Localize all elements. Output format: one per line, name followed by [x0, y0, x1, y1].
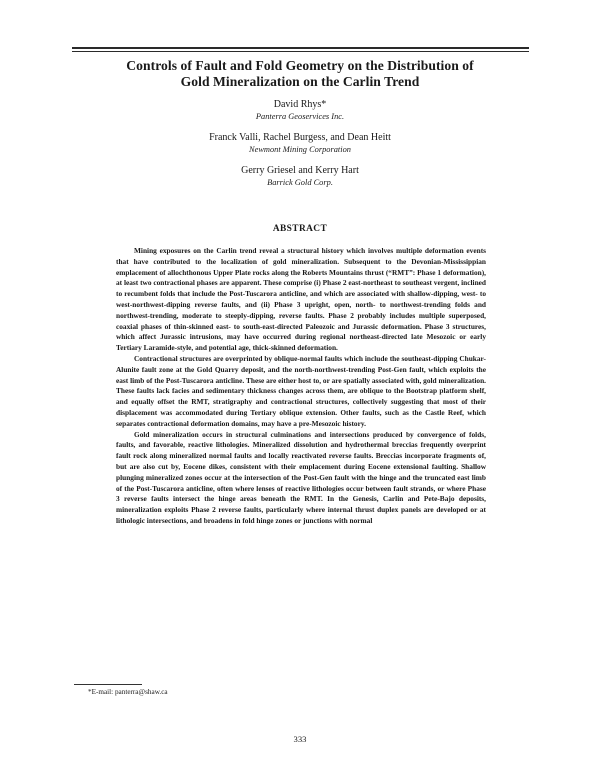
affiliation-3: Barrick Gold Corp.	[267, 178, 333, 187]
title-line-2: Gold Mineralization on the Carlin Trend	[180, 74, 420, 89]
abstract-paragraph-1: Mining exposures on the Carlin trend reveal a structural history which involves multiple deformation events that have contributed to the localization of gold mineralization. Subsequent to the Devonian-Mississippian emplacement of allochthonous Upper Plate rocks along the Roberts Mountains thrust (“RMT”: Phase 1 deformation), at least two contractional phases are apparent. These comprise (i) Phase 2 east-northeast to southeast vergent, inclined to recumbent folds that include the Post-Tuscarora anticline, and which are associated with shallow-dipping, west- to west-northwest-dipping reverse faults, and (ii) Phase 3 upright, open, north- to northwest-trending folds and northwest-trending, moderate to steeply-dipping, reverse faults. Phase 2 probably includes multiple superposed, coaxial phases of thin-skinned east- to south-east-directed Paleozoic and Jurassic deformation. Phase 3 structures, which affect Jurassic intrusions, may have occurred during regional northeast-directed late Mesozoic or early Tertiary Laramide-style, and potential age, thick-skinned deformation.	[116, 246, 487, 353]
author-names-2: Franck Valli, Rachel Burgess, and Dean Heitt	[209, 132, 391, 143]
page-number: 333	[293, 734, 307, 744]
header-rule-thin	[72, 51, 529, 52]
title-line-1: Controls of Fault and Fold Geometry on the Distribution of	[126, 58, 474, 73]
abstract-heading: ABSTRACT	[272, 224, 328, 234]
abstract-body	[116, 246, 486, 527]
affiliation-2: Newmont Mining Corporation	[249, 145, 351, 154]
paper-title	[60, 58, 540, 90]
footnote-email: *E-mail: panterra@shaw.ca	[88, 688, 168, 696]
author-block	[0, 98, 600, 188]
abstract-paragraph-2: Contractional structures are overprinted by oblique-normal faults which include the southeast-dipping Chukar-Alunite fault zone at the Gold Quarry deposit, and the north-northwest-trending Post-Gen fault, which exploits the east limb of the Post-Tuscarora anticline. These are either host to, or are spatially associated with, gold mineralization. These faults lack facies and sedimentary thickness changes across them, are oblique to the Bootstrap platform shelf, and equally offset the RMT, stratigraphy and contractional structures, collectively suggesting that most of their displacement was accommodated during Tertiary oblique extension. Other faults, such as the Castle Reef, which separates contractional deformation domains, may have a pre-Mesozoic history.	[116, 353, 486, 428]
footnote-rule	[74, 684, 142, 685]
header-rule-thick	[72, 47, 529, 49]
affiliation-1: Panterra Geoservices Inc.	[255, 112, 345, 121]
abstract-paragraph-3: Gold mineralization occurs in structural culminations and intersections produced by convergence of folds, faults, and favorable, reactive lithologies. Mineralized dissolution and hydrothermal breccias frequently overprint fault rock along mineralized normal faults and locally reactivated reverse faults. Breccias incorporate fragments of, but are also cut by, Eocene dikes, consistent with their emplacement during Eocene extensional faulting. Shallow plunging mineralized zones occur at the intersection of the Post-Gen fault with the hinge and the truncated east limb of the Post-Tuscarora anticline, often where lenses of reactive lithologies occur between fault strands, or where Phase 3 reverse faults intersect the hinge areas beneath the RMT. In the Genesis, Carlin and Pete-Bajo deposits, mineralization exploits Phase 2 reverse faults, particularly where internal thrust duplex panels are developed or at lithologic intersections, and broadens in fold hinge zones or junctions with normal	[116, 429, 486, 525]
author-names-3: Gerry Griesel and Kerry Hart	[241, 165, 359, 176]
author-names-1: David Rhys*	[273, 99, 327, 110]
